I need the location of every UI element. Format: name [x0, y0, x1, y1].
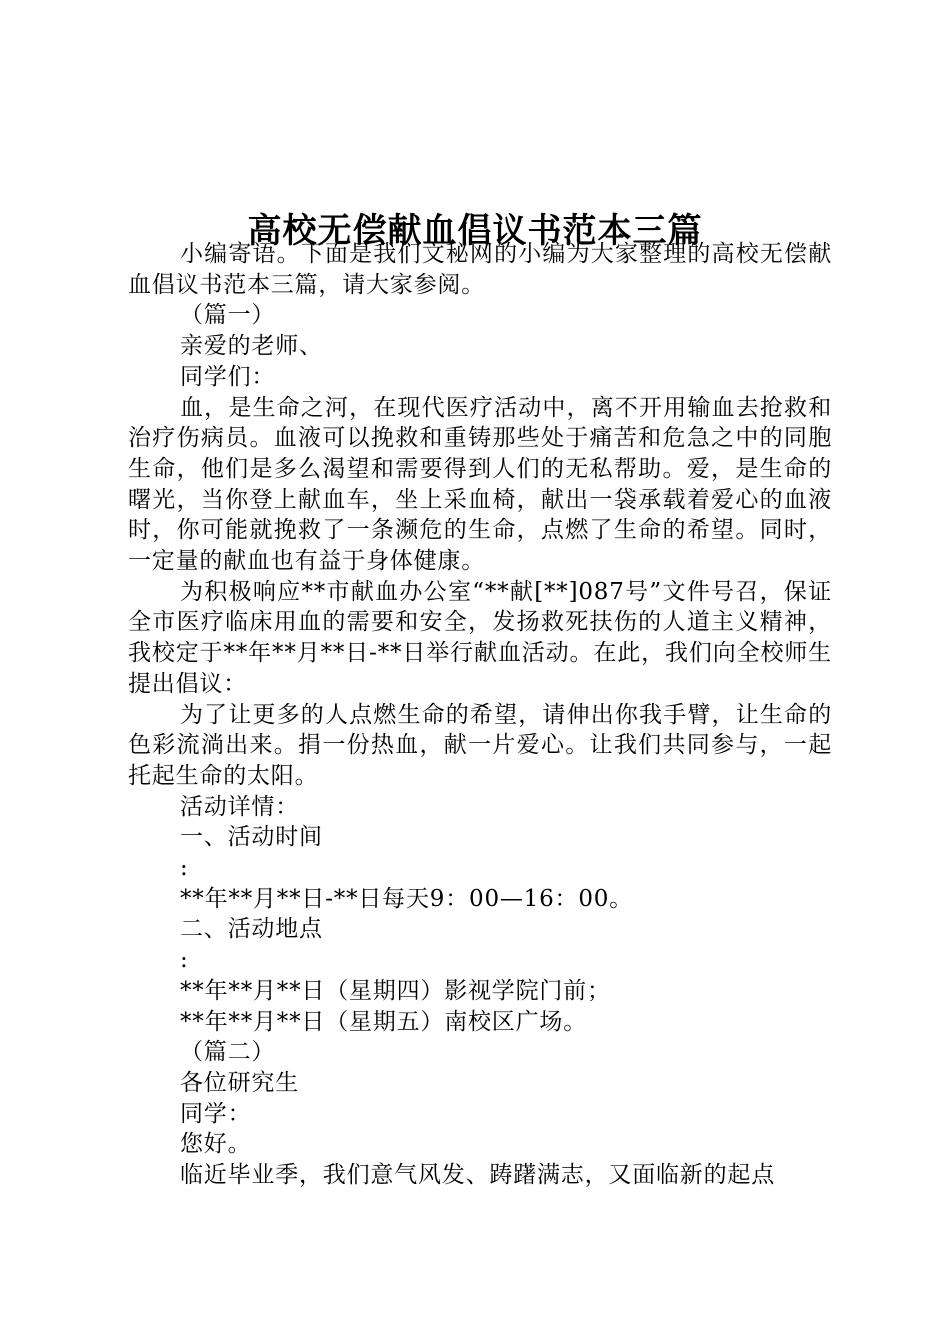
section-heading-part-two: （篇二） — [180, 1039, 276, 1066]
salutation-line-1: 亲爱的老师、 — [180, 333, 323, 360]
document-title: 高校无偿献血倡议书范本三篇 — [247, 210, 703, 251]
paragraph-blood-life: 血，是生命之河，在现代医疗活动中，离不开用输血去抢救和治疗伤病员。血液可以挽救和重铸那些处于痛苦和危急之中的同胞生命，他们是多么渴望和需要得到人们的无私帮助。爱，是生命的曙光，当你登上献血车，坐上采血椅，献出一袋承载着爱心的血液时，你可能就挽救了一条濒危的生命，点燃了生命的希望。同时，一定量的献血也有益于身体健康。 — [128, 394, 832, 575]
paragraph-appeal: 为了让更多的人点燃生命的希望，请伸出你我手臂，让生命的色彩流淌出来。捐一份热血，献一片爱心。让我们共同参与，一起托起生命的太阳。 — [128, 701, 832, 789]
salutation-line-4: 同学： — [180, 1100, 252, 1127]
activity-location-heading: 二、活动地点 — [180, 916, 323, 943]
paragraph-graduation-start: 临近毕业季，我们意气风发、踌躇满志，又面临新的起点 — [180, 1162, 775, 1189]
colon-line: : — [180, 947, 189, 974]
document-body — [128, 239, 832, 1191]
salutation-line-2: 同学们： — [180, 363, 276, 390]
paragraph-response: 为积极响应**市献血办公室“**献[**]087号”文件号召，保证全市医疗临床用血的需要和安全，发扬救死扶伤的人道主义精神，我校定于**年**月**日-**日举行献血活动。在此，我们向全校师生提出倡议： — [128, 578, 832, 697]
paragraph-intro: 小编寄语。下面是我们文秘网的小编为大家整理的高校无偿献血倡议书范本三篇，请大家参阅。 — [128, 241, 832, 298]
activity-time-value: **年**月**日-**日每天9：00—16：00。 — [180, 885, 634, 912]
activity-time-heading: 一、活动时间 — [180, 824, 323, 851]
activity-location-1: **年**月**日（星期四）影视学院门前； — [180, 977, 611, 1004]
salutation-line-3: 各位研究生 — [180, 1069, 299, 1096]
colon-line: : — [180, 855, 189, 882]
activity-location-2: **年**月**日（星期五）南校区广场。 — [180, 1008, 587, 1035]
activity-details-heading: 活动详情： — [180, 793, 299, 820]
greeting-line: 您好。 — [180, 1131, 252, 1158]
section-heading-part-one: （篇一） — [180, 302, 276, 329]
